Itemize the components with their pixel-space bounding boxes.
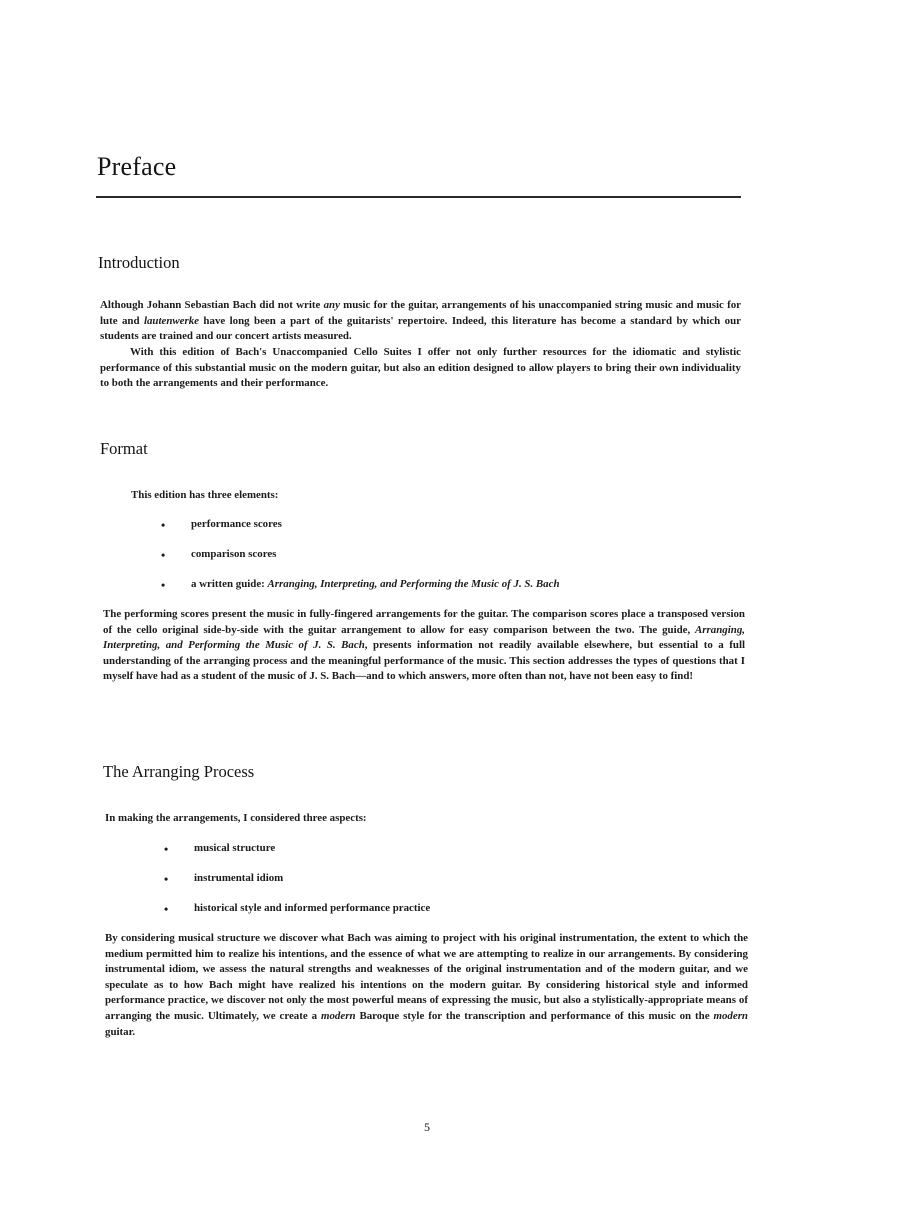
list-item-text: musical structure: [194, 842, 276, 854]
title-rule: [96, 196, 741, 198]
list-item: [164, 842, 724, 872]
format-lead: This edition has three elements:: [131, 489, 279, 501]
list-item-text: comparison scores: [191, 548, 277, 560]
introduction-paragraph-1: Although Johann Sebastian Bach did not write any music for the guitar, arrangements of his unaccompanied string music and music for lute and lautenwerke have long been a part of the guitarists' repertoire. Indeed, this literature has become a standard by which our students are trained and our concert artists measured.: [100, 299, 742, 343]
page-title: Preface: [97, 152, 177, 181]
page-number: 5: [424, 1120, 430, 1134]
format-list: [161, 518, 721, 608]
bullet-icon: •: [164, 872, 169, 886]
bullet-icon: •: [164, 902, 169, 916]
arranging-list: [164, 842, 724, 932]
list-item-text: historical style and informed performance practice: [194, 902, 431, 914]
bullet-icon: •: [161, 578, 166, 592]
arranging-paragraph-1: By considering musical structure we discover what Bach was aiming to project with his original instrumentation, the extent to which the medium permitted him to realize his intentions, and the essence of what we are attempting to realize in our arrangements. By considering instrumental idiom, we assess the natural strengths and weaknesses of the original instrumentation and of the modern guitar, and we speculate as to how Bach might have realized his intentions on the modern guitar. By considering historical style and informed performance practice, we discover not only the most powerful means of expressing the music, but also a stylistically-appropriate means of arranging the music. Ultimately, we create a modern Baroque style for the transcription and performance of this music on the modern guitar.: [105, 932, 748, 1038]
list-item-text: instrumental idiom: [194, 872, 284, 884]
introduction-heading: Introduction: [98, 253, 180, 272]
arranging-heading: The Arranging Process: [103, 762, 255, 781]
list-item: [161, 518, 721, 548]
arranging-lead: In making the arrangements, I considered three aspects:: [105, 812, 367, 824]
list-item: [164, 872, 724, 902]
list-item: [161, 548, 721, 578]
bullet-icon: •: [161, 548, 166, 562]
format-paragraph-1: The performing scores present the music in fully-fingered arrangements for the guitar. The comparison scores place a transposed version of the cello original side-by-side with the guitar arrangement to allow for easy comparison between the two. The guide, Arranging, Interpreting, and Performing the Music of J. S. Bach, presents information not readily available elsewhere, but essential to a full understanding of the arranging process and the meaningful performance of the music. This section addresses the types of questions that I myself have had as a student of the music of J. S. Bach—and to which answers, more often than not, have not been easy to find!: [103, 608, 746, 683]
bullet-icon: •: [164, 842, 169, 856]
format-heading: Format: [100, 439, 148, 458]
list-item: [164, 902, 724, 932]
list-item: [161, 578, 721, 608]
bullet-icon: •: [161, 518, 166, 532]
list-item-text: a written guide: Arranging, Interpreting, and Performing the Music of J. S. Bach: [191, 578, 560, 590]
list-item-text: performance scores: [191, 518, 282, 530]
introduction-paragraph-2: With this edition of Bach's Unaccompanied Cello Suites I offer not only further resources for the idiomatic and stylistic performance of this substantial music on the modern guitar, but also an edition designed to allow players to bring their own individuality to both the arrangements and their performance.: [100, 346, 741, 390]
